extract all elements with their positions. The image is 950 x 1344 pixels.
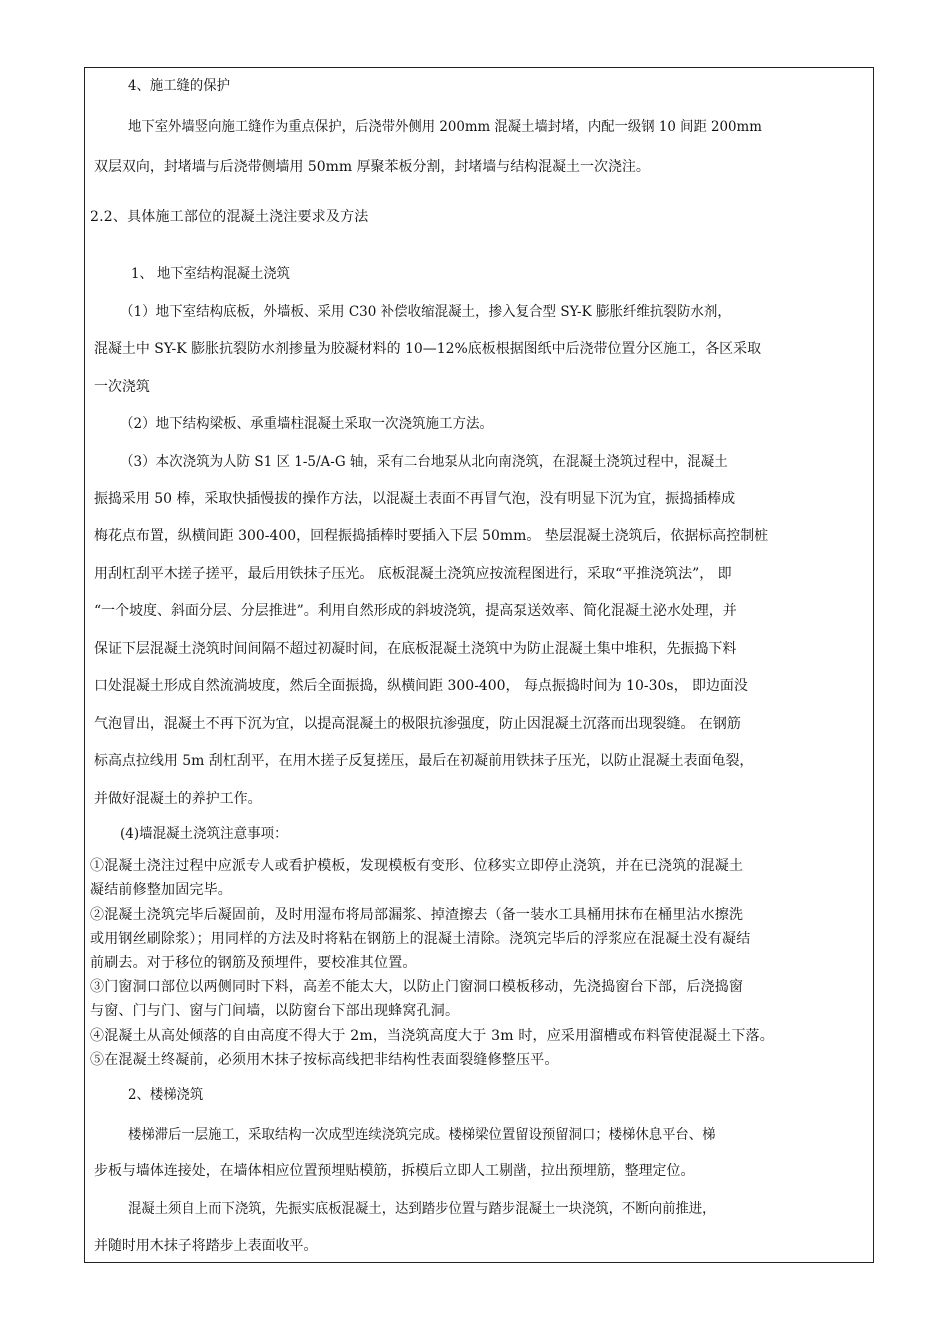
list-item: ③门窗洞口部位以两侧同时下料，高差不能太大，以防止门窗洞口模板移动，先浇捣窗台下部，后浇捣窗 xyxy=(90,979,744,995)
paragraph-line: 梅花点布置，纵横间距 300-400，回程振捣插棒时要插入下层 50mm。 垫层混凝土浇筑后，依据标高控制桩 xyxy=(94,528,769,544)
list-item: 或用钢丝刷除浆）；用同样的方法及时将粘在钢筋上的混凝土清除。浇筑完毕后的浮浆应在混凝土没有凝结 xyxy=(90,931,751,947)
subheading-basement: 1、 地下室结构混凝土浇筑 xyxy=(131,266,290,282)
paragraph-line: 并做好混凝土的养护工作。 xyxy=(94,791,262,807)
list-item: ④混凝土从高处倾落的自由高度不得大于 2m，当浇筑高度大于 3m 时，应采用溜槽或布料管使混凝土下落。 xyxy=(90,1028,774,1044)
paragraph-line: 双层双向，封堵墙与后浇带侧墙用 50mm 厚聚苯板分割，封堵墙与结构混凝土一次浇注。 xyxy=(94,159,650,175)
document-frame xyxy=(84,67,874,1263)
paragraph-line: 保证下层混凝土浇筑时间间隔不超过初凝时间，在底板混凝土浇筑中为防止混凝土集中堆积，先振捣下料 xyxy=(94,641,737,657)
list-item: 凝结前修整加固完毕。 xyxy=(90,882,232,898)
paragraph-line: 并随时用木抹子将踏步上表面收平。 xyxy=(94,1238,318,1254)
paragraph-line: （2）地下结构梁板、承重墙柱混凝土采取一次浇筑施工方法。 xyxy=(120,416,493,432)
paragraph-line: （1）地下室结构底板，外墙板、采用 C30 补偿收缩混凝土，掺入复合型 SY-K 膨胀纤维抗裂防水剂， xyxy=(120,304,731,320)
paragraph-line: 一次浇筑 xyxy=(94,379,150,395)
paragraph-line: 地下室外墙竖向施工缝作为重点保护，后浇带外侧用 200mm 混凝土墙封堵，内配一级钢 10 间距 200mm xyxy=(128,119,762,135)
section-heading: 2.2、具体施工部位的混凝土浇注要求及方法 xyxy=(90,209,369,225)
list-item: 与窗、门与门、窗与门间墙，以防窗台下部出现蜂窝孔洞。 xyxy=(90,1003,460,1019)
paragraph-line: 标高点拉线用 5m 刮杠刮平，在用木搓子反复搓压，最后在初凝前用铁抹子压光，以防止混凝土表面龟裂， xyxy=(94,753,754,769)
paragraph-line: 混凝土中 SY-K 膨胀抗裂防水剂掺量为胶凝材料的 10—12%底板根据图纸中后浇带位置分区施工，各区采取 xyxy=(94,341,762,357)
paragraph-line: “一个坡度、斜面分层、分层推进”。利用自然形成的斜坡浇筑，提高泵送效率、简化混凝土泌水处理，并 xyxy=(94,603,737,619)
subheading-wall-notes: (4)墙混凝土浇筑注意事项： xyxy=(120,826,288,842)
paragraph-line: 振捣采用 50 棒，采取快插慢拔的操作方法，以混凝土表面不再冒气泡，没有明显下沉为宜，振捣插棒成 xyxy=(94,491,736,507)
paragraph-line: 口处混凝土形成自然流淌坡度，然后全面振捣，纵横间距 300-400， 每点振捣时间为 10-30s， 即边面没 xyxy=(94,678,748,694)
paragraph-line: 气泡冒出，混凝土不再下沉为宜，以提高混凝土的极限抗渗强度，防止因混凝土沉落而出现裂缝。 在钢筋 xyxy=(94,716,741,732)
paragraph-line: 楼梯滞后一层施工，采取结构一次成型连续浇筑完成。楼梯梁位置留设预留洞口；楼梯休息平台、梯 xyxy=(128,1127,716,1143)
paragraph-line: 用刮杠刮平木搓子搓平，最后用铁抹子压光。 底板混凝土浇筑应按流程图进行，采取“平推浇筑法”， 即 xyxy=(94,566,732,582)
paragraph-line: （3）本次浇筑为人防 S1 区 1-5/A-G 轴，采有二台地泵从北向南浇筑，在混凝土浇筑过程中，混凝土 xyxy=(120,454,728,470)
subheading-stairs: 2、楼梯浇筑 xyxy=(128,1087,204,1103)
list-item: 前刷去。对于移位的钢筋及预埋件，要校准其位置。 xyxy=(90,955,417,971)
paragraph-line: 混凝土须自上而下浇筑，先振实底板混凝土，达到踏步位置与踏步混凝土一块浇筑，不断向前推进， xyxy=(128,1201,716,1217)
paragraph-line: 步板与墙体连接处，在墙体相应位置预埋贴模筋，拆模后立即人工剔凿，拉出预埋筋，整理定位。 xyxy=(94,1163,695,1179)
list-item: ⑤在混凝土终凝前，必须用木抹子按标高线把非结构性表面裂缝修整压平。 xyxy=(90,1052,559,1068)
list-item: ①混凝土浇注过程中应派专人或看护模板，发现模板有变形、位移实立即停止浇筑，并在已浇筑的混凝土 xyxy=(90,858,744,874)
heading-joint-protection: 4、施工缝的保护 xyxy=(128,78,230,94)
list-item: ②混凝土浇筑完毕后凝固前，及时用湿布将局部漏浆、掉渣擦去（备一装水工具桶用抹布在桶里沾水擦洗 xyxy=(90,907,744,923)
